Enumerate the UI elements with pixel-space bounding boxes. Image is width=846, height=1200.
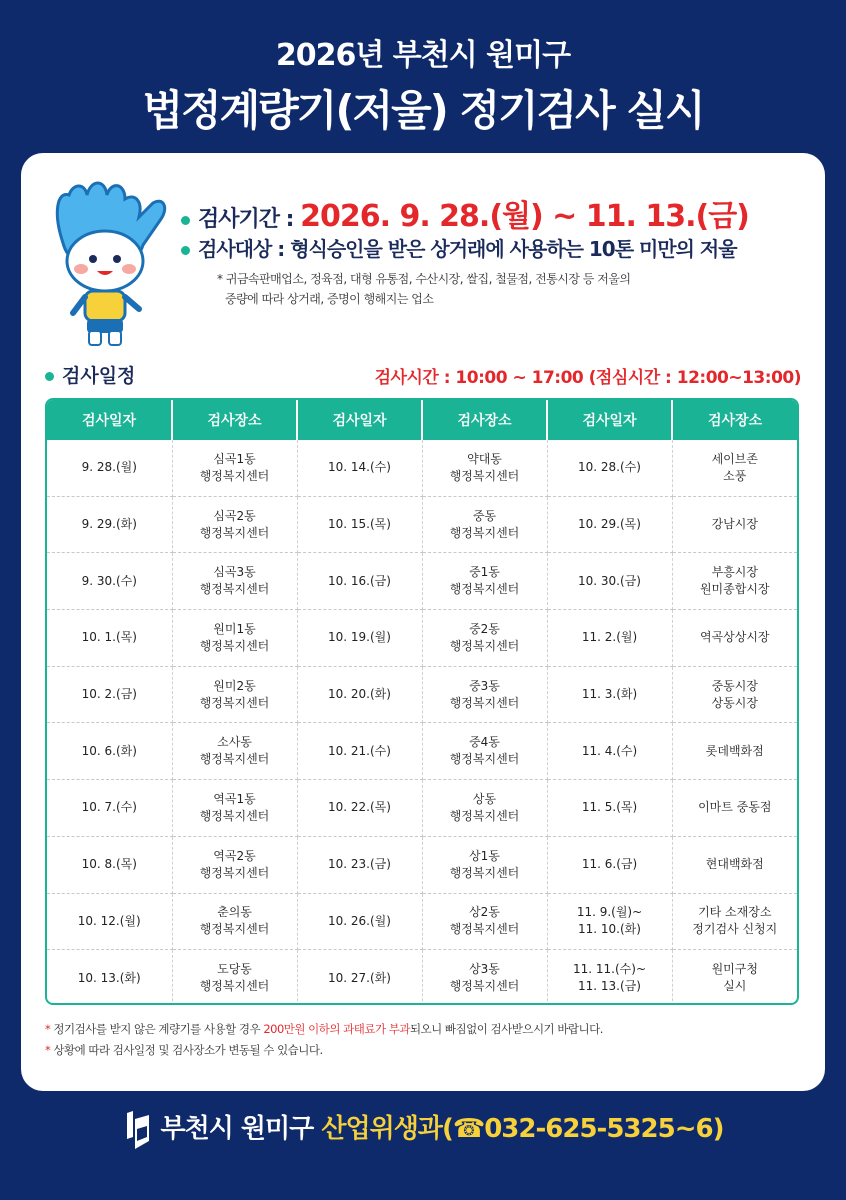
- schedule-date-cell: 11. 6.(금): [547, 836, 672, 893]
- schedule-date-cell: 10. 30.(금): [547, 553, 672, 610]
- schedule-date-cell: 10. 28.(수): [547, 440, 672, 496]
- target-label: 검사대상 :: [198, 237, 291, 261]
- column-header: 검사일자: [297, 400, 422, 440]
- schedule-date-cell: 10. 23.(금): [297, 836, 422, 893]
- schedule-place-cell: 롯데백화점: [672, 723, 797, 780]
- fine-warning: 200만원 이하의 과태료가 부과: [263, 1022, 410, 1036]
- schedule-place-cell: 역곡1동 행정복지센터: [172, 780, 297, 837]
- schedule-place-cell: 세이브존 소풍: [672, 440, 797, 496]
- bucheon-logo-icon: [123, 1111, 153, 1149]
- note-line1: * 귀금속판매업소, 정육점, 대형 유통점, 수산시장, 쌀집, 철물점, 전통시장 등 저울의: [217, 272, 631, 286]
- column-header: 검사일자: [547, 400, 672, 440]
- schedule-date-cell: 10. 22.(목): [297, 780, 422, 837]
- schedule-place-cell: 약대동 행정복지센터: [422, 440, 547, 496]
- schedule-place-cell: 역곡상상시장: [672, 610, 797, 667]
- schedule-date-cell: 10. 2.(금): [47, 666, 172, 723]
- schedule-date-cell: 11. 2.(월): [547, 610, 672, 667]
- footer-org: 부천시 원미구: [160, 1114, 314, 1144]
- footer: [0, 1108, 846, 1149]
- schedule-date-cell: 10. 13.(화): [47, 950, 172, 1005]
- header-line1: 2026년 부천시 원미구: [275, 38, 571, 73]
- footnote-1: * 정기검사를 받지 않은 계량기를 사용할 경우 200만원 이하의 과태료가 부과되오니 빠짐없이 검사받으시기 바랍니다.: [45, 1022, 603, 1036]
- schedule-place-cell: 강남시장: [672, 496, 797, 553]
- schedule-date-cell: 10. 8.(목): [47, 836, 172, 893]
- schedule-place-cell: 도당동 행정복지센터: [172, 950, 297, 1005]
- footer-phone: (☎032-625-5325~6): [441, 1114, 724, 1144]
- table-row: [47, 780, 797, 837]
- period-value: 2026. 9. 28.(월) ~ 11. 13.(금): [300, 199, 749, 234]
- schedule-place-cell: 심곡3동 행정복지센터: [172, 553, 297, 610]
- schedule-date-cell: 10. 12.(월): [47, 893, 172, 950]
- period-label: 검사기간 :: [198, 207, 301, 232]
- schedule-place-cell: 상3동 행정복지센터: [422, 950, 547, 1005]
- footnotes: [45, 1019, 603, 1061]
- table-row: [47, 553, 797, 610]
- schedule-table: [45, 398, 799, 1005]
- schedule-place-cell: 역곡2동 행정복지센터: [172, 836, 297, 893]
- table-row: [47, 610, 797, 667]
- inspection-period: [181, 191, 749, 235]
- schedule-date-cell: 9. 29.(화): [47, 496, 172, 553]
- column-header: 검사장소: [422, 400, 547, 440]
- schedule-date-cell: 9. 28.(월): [47, 440, 172, 496]
- schedule-label: [45, 361, 135, 388]
- schedule-place-cell: 현대백화점: [672, 836, 797, 893]
- schedule-place-cell: 중4동 행정복지센터: [422, 723, 547, 780]
- schedule-date-cell: 10. 20.(화): [297, 666, 422, 723]
- schedule-place-cell: 중1동 행정복지센터: [422, 553, 547, 610]
- schedule-place-cell: 원미2동 행정복지센터: [172, 666, 297, 723]
- schedule-place-cell: 상동 행정복지센터: [422, 780, 547, 837]
- schedule-place-cell: 중3동 행정복지센터: [422, 666, 547, 723]
- schedule-place-cell: 부흥시장 원미종합시장: [672, 553, 797, 610]
- table-row: [47, 496, 797, 553]
- inspection-target: [181, 233, 737, 262]
- column-header: 검사장소: [672, 400, 797, 440]
- inspection-time: 검사시간 : 10:00 ~ 17:00 (점심시간 : 12:00~13:00): [374, 368, 801, 388]
- footnote-1-tail: 되오니 빠짐없이 검사받으시기 바랍니다.: [409, 1022, 603, 1036]
- schedule-date-cell: 11. 9.(월)~ 11. 10.(화): [547, 893, 672, 950]
- table-header-row: [47, 400, 797, 440]
- schedule-place-cell: 이마트 중동점: [672, 780, 797, 837]
- table-row: [47, 836, 797, 893]
- schedule-date-cell: 11. 3.(화): [547, 666, 672, 723]
- schedule-date-cell: 10. 14.(수): [297, 440, 422, 496]
- schedule-date-cell: 10. 29.(목): [547, 496, 672, 553]
- schedule-date-cell: 10. 21.(수): [297, 723, 422, 780]
- page-title: 법정계량기(저울) 정기검사 실시: [142, 86, 704, 135]
- content-card: [21, 153, 825, 1091]
- schedule-label-text: 검사일정: [62, 365, 136, 387]
- schedule-date-cell: 10. 15.(목): [297, 496, 422, 553]
- target-value: 형식승인을 받은 상거래에 사용하는 10톤 미만의 저울: [290, 237, 737, 261]
- schedule-place-cell: 상2동 행정복지센터: [422, 893, 547, 950]
- schedule-date-cell: 10. 6.(화): [47, 723, 172, 780]
- schedule-date-cell: 10. 7.(수): [47, 780, 172, 837]
- table-row: [47, 893, 797, 950]
- footnote-2: * 상황에 따라 검사일정 및 검사장소가 변동될 수 있습니다.: [45, 1043, 323, 1057]
- table-row: [47, 440, 797, 496]
- schedule-date-cell: 10. 1.(목): [47, 610, 172, 667]
- schedule-place-cell: 심곡2동 행정복지센터: [172, 496, 297, 553]
- table-row: [47, 950, 797, 1005]
- schedule-date-cell: 11. 5.(목): [547, 780, 672, 837]
- schedule-place-cell: 중2동 행정복지센터: [422, 610, 547, 667]
- column-header: 검사장소: [172, 400, 297, 440]
- schedule-date-cell: 10. 27.(화): [297, 950, 422, 1005]
- schedule-date-cell: 10. 19.(월): [297, 610, 422, 667]
- schedule-place-cell: 중동시장 상동시장: [672, 666, 797, 723]
- bullet-icon: [181, 216, 190, 225]
- schedule-place-cell: 심곡1동 행정복지센터: [172, 440, 297, 496]
- bullet-icon: [181, 246, 190, 255]
- schedule-place-cell: 원미구청 실시: [711, 962, 758, 994]
- schedule-place-cell: 상1동 행정복지센터: [422, 836, 547, 893]
- table-row: [47, 666, 797, 723]
- column-header: 검사일자: [47, 400, 172, 440]
- table-row: [47, 723, 797, 780]
- note-line2: 중량에 따라 상거래, 증명이 행해지는 업소: [225, 292, 434, 306]
- schedule-place-cell: 소사동 행정복지센터: [172, 723, 297, 780]
- footer-dept: 산업위생과: [321, 1114, 442, 1144]
- schedule-date-cell: 10. 26.(월): [297, 893, 422, 950]
- schedule-place-cell: 춘의동 행정복지센터: [172, 893, 297, 950]
- footnote-2-text: 상황에 따라 검사일정 및 검사장소가 변동될 수 있습니다.: [53, 1043, 323, 1057]
- bullet-icon: [45, 372, 54, 381]
- schedule-place-cell: 원미1동 행정복지센터: [172, 610, 297, 667]
- schedule-place-cell: 중동 행정복지센터: [422, 496, 547, 553]
- schedule-date-cell: 11. 4.(수): [547, 723, 672, 780]
- footnote-1-text: 정기검사를 받지 않은 계량기를 사용할 경우: [53, 1022, 264, 1036]
- mascot-icon: [43, 173, 173, 353]
- schedule-place-cell: 기타 소재장소 정기검사 신청지: [672, 893, 797, 950]
- schedule-date-cell: 10. 16.(금): [297, 553, 422, 610]
- schedule-date-cell: 9. 30.(수): [47, 553, 172, 610]
- schedule-date-cell: 11. 11.(수)~ 11. 13.(금): [547, 950, 672, 1005]
